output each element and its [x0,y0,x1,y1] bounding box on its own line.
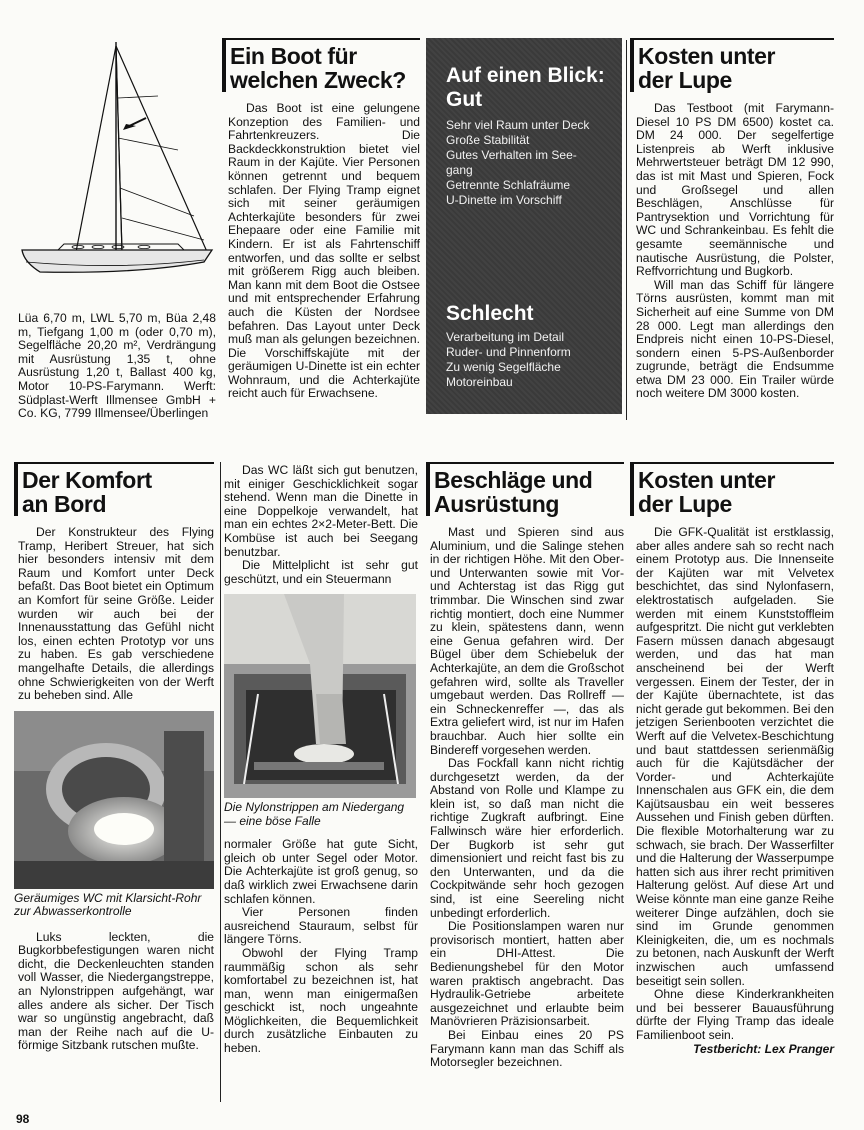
komfort-paragraph: Der Konstrukteur des Flying Tramp, Heribert Streuer, hat sich hier besonders intensiv mit dem Raum und Komfort unter Deck befaßt. Das Boot bietet ein Optimum an Komfort für seine Größe. Leider wurden wir auch bei der Innenausstattung das Gefühl nicht los, einen echten Prototyp vor uns zu haben. Es gab verschiedene mangelhafte Details, die allerdings ohne Schwierigkeiten von der Werft zu beheben sind. Alle [18,525,214,703]
wc-paragraph: Das WC läßt sich gut benutzen, mit einiger Geschicklichkeit sogar stehend. Wenn man die Dinette in eine Doppelkoje verwandelt, hat man ein echtes 2×2-Meter-Bett. Die Kombüse ist auch bei Seegang benutzbar. [224,463,418,559]
list-item: Zu wenig Segelfläche [446,360,561,374]
kosten2-paragraph: Ohne diese Kinderkrankheiten und bei besserer Bauausführung dürfte der Flying Tramp das ideale Familienboot sein. [636,987,834,1042]
summary-heading: Auf einen Blick: Gut [446,64,605,111]
companionway-photo-image [224,594,416,798]
wc-paragraph: normaler Größe hat gute Sicht, gleich ob unter Segel oder Motor. Die Achterkajüte ist groß genug, so daß wirklich zwei Erwachsene darin schlafen können. [224,837,418,906]
beschlaege-paragraph: Mast und Spieren sind aus Aluminium, und die Salinge stehen in der richtigen Höhe. Mit den Ober- und Unterwanten sowie mit Vor- und Achterstag ist das Rigg gut trimmbar. Die Winschen sind zwar richtig montiert, doch eine Nummer zu klein, spätestens dann, wenn eine Genua gefahren wird. Der Bügel über dem Schiebeluk der Achterkajüte, an dem die Großschot gefahren wird, sollte als Traveller umgebaut werden. Das Rollreff — ein Schneckenreffer —, das als Extra geliefert wird, ist nur im Hafen brauchbar. Auch hier sollte ein Bindereff vorgesehen werden. [430,525,624,757]
gut-list [446,118,612,208]
wc-photo-image [14,711,214,889]
wc-photo [14,711,214,889]
companionway-photo [224,594,416,798]
zweck-heading: Ein Boot für welchen Zweck? [222,38,420,92]
wc-paragraph: Vier Personen finden ausreichend Stauraum, selbst für längere Törns. [224,905,418,947]
kosten2-heading: Kosten unter der Lupe [630,462,834,516]
kosten1-paragraph: Will man das Schiff für längere Törns ausrüsten, kommt man mit Sicherheit auf eine Summe von DM 28 000. Legt man allerdings den Endpreis nicht einen 10-PS-Diesel, sondern einen 5-PS-Außenborder zugrunde, beträgt die Endsumme etwa DM 23 000. Ein Trailer würde noch weitere DM 3000 kosten. [636,277,834,401]
kosten1-paragraph: Das Testboot (mit Farymann-Diesel 10 PS DM 6500) kostet ca. DM 24 000. Der segelfertige Listenpreis ab Werft inklusive Mehrwertsteuer beträgt DM 12 990, das ist mit Mast und Spieren, Fock und Großsegel und allen Beschlägen, Anschlüsse für Pantrysektion und Vorrichtung für WC und Schrankeinbau. Es fehlt die gesamte seemännische und nautische Ausrüstung, die Polster, Reffvorrichtung und Bugkorb. [636,101,834,279]
companionway-caption: Die Nylonstrippen am Niedergang — eine böse Falle [224,800,405,828]
sailboat-drawing [18,38,218,280]
schlecht-list [446,330,612,390]
summary-box [426,38,622,414]
list-item: U-Dinette im Vorschiff [446,193,562,207]
list-item: Sehr viel Raum unter Deck [446,118,590,132]
wc-paragraph: Die Mittelplicht ist sehr gut geschützt, und ein Steuermann [224,558,418,586]
list-item: Große Stabilität [446,133,530,147]
kosten1-heading: Kosten unter der Lupe [630,38,834,92]
beschlaege-paragraph: Bei Einbau eines 20 PS Farymann kann man das Schiff als Motorsegler bezeichnen. [430,1027,624,1070]
boat-specs: Lüa 6,70 m, LWL 5,70 m, Büa 2,48 m, Tiefgang 1,00 m (oder 0,70 m), Segelfläche 20,20 m², Verdrängung mit Ausrüstung 1,35 t, ohne Ausrüstung 1,20 t, Ballast 400 kg, Motor 10-PS-Farymann. Werft: Südplast-Werft Illmensee GmbH + Co. KG, 7799 Illmensee/Überlingen [18,311,216,421]
list-item: Motoreinbau [446,375,513,389]
schlecht-heading: Schlecht [446,302,534,325]
kosten2-paragraph: Die GFK-Qualität ist erstklassig, aber alles andere sah so recht nach einem Prototyp aus. Die Innenseite der Kajüten war mit Velvetex beschichtet, das sind Nylonfasern, elektrostatisch aufgeladen. Sie werden mit einem Kunststoffleim aufgespritzt. Die nicht gut verklebten Fasern müssen danach abgesaugt werden, und das hat man anscheinend bei der Werft vergessen. Einem der Tester, der in der Kajüte übernachtete, ist das nicht gerade gut bekommen. Bei den jetzigen Serienbooten verzichtet die Werft auf die Velvetex-Beschichtung und baut stattdessen serienmäßig auch für die Kajütsdächer der Vorder- und Achterkajüte Innenschalen aus GFK ein, die dem Kajütsausbau ein weit besseres Aussehen und Finish geben dürften. Die flexible Motorhalterung war zu schwach, sie brach. Der Wasserfilter und die Halterung der Wasserpumpe hatten sich aus ihrer recht primitiven Halterung gelöst. Auf diese Art und Weise könnte man eine ganze Reihe weiterer Dinge aufzählen, doch sie sind im Grunde genommen Kleinigkeiten, die, um es nochmals zu betonen, nach Auskunft der Werft inzwischen auch umfassend beseitigt sein sollen. [636,525,834,988]
author-signature: Testbericht: Lex Pranger [693,1041,834,1056]
column-divider [626,40,627,420]
beschlaege-paragraph: Das Fockfall kann nicht richtig durchgesetzt werden, da der Abstand von Rolle und Klampe zu klein ist, so daß man nicht die richtige Zugkraft aufbringt. Eine Fallwinsch wäre hier erforderlich. Der Bugkorb ist sehr gut dimensioniert und reicht fast bis zu den Unterwanten, und da die Cockpitwände sehr hoch gezogen sind, ist eine Seereling nicht unbedingt erforderlich. [430,756,624,920]
list-item: gang [446,163,473,177]
komfort-heading: Der Komfort an Bord [14,462,214,516]
list-item: Getrennte Schlafräume [446,178,571,192]
list-item: Verarbeitung im Detail [446,330,565,344]
column-divider [220,462,221,1102]
wc-paragraph: Obwohl der Flying Tramp raummäßig schon als sehr komfortabel zu bezeichnen ist, hat man, wenn man einigermaßen geschickt ist, noch ungeahnte Möglichkeiten, die Bequemlichkeit durch zusätzliche Einbauten zu heben. [224,945,418,1056]
beschlaege-heading: Beschläge und Ausrüstung [426,462,624,516]
wc-caption: Geräumiges WC mit Klarsicht-Rohr zur Abwasserkontrolle [14,890,202,919]
list-item: Ruder- und Pinnenform [446,345,571,359]
page-number: 98 [16,1112,30,1126]
list-item: Gutes Verhalten im See- [446,148,577,162]
beschlaege-paragraph: Die Positionslampen waren nur provisorisch montiert, hatten aber ein DHI-Attest. Die Bedienungshebel für den Motor waren praktisch angebracht. Das Hydraulik-Getriebe arbeitete ausgezeichnet und erlaubte beim Manövrieren Präzisionsarbeit. [430,919,624,1029]
komfort-paragraph: Luks leckten, die Bugkorbbefestigungen waren nicht dicht, die Deckenleuchten standen voll Wasser, die Niedergangstreppe, an Nylonstrippen aufgehängt, war alles andere als sicher. Der Tisch war so ungünstig angebracht, daß man der Reihe nach auf die U-förmige Sitzbank rutschen mußte. [18,929,214,1053]
zweck-text: Das Boot ist eine gelungene Konzeption des Familien- und Fahrtenkreuzers. Die Backdeckkonstruktion bietet viel Raum in der Kajüte. Vier Personen können getrennt und bequem schlafen. Der Flying Tramp eignet sich mit seiner geräumigen Achterkajüte besonders für zwei Ehepaare oder eine Familie mit Kindern. Er ist als Fahrtenschiff entworfen, und das sollte er selbst mit größerem Rigg auch bleiben. Man kann mit dem Boot die Ostsee und mit entsprechender Erfahrung auch die Küsten der Nordsee befahren. Das Layout unter Deck muß man als gelungen bezeichnen. Die Vorschiffskajüte mit der geräumigen U-Dinette ist ein echter Wohnraum, und die Achterkajüte reicht auch für Erwachsene. [228,101,420,401]
